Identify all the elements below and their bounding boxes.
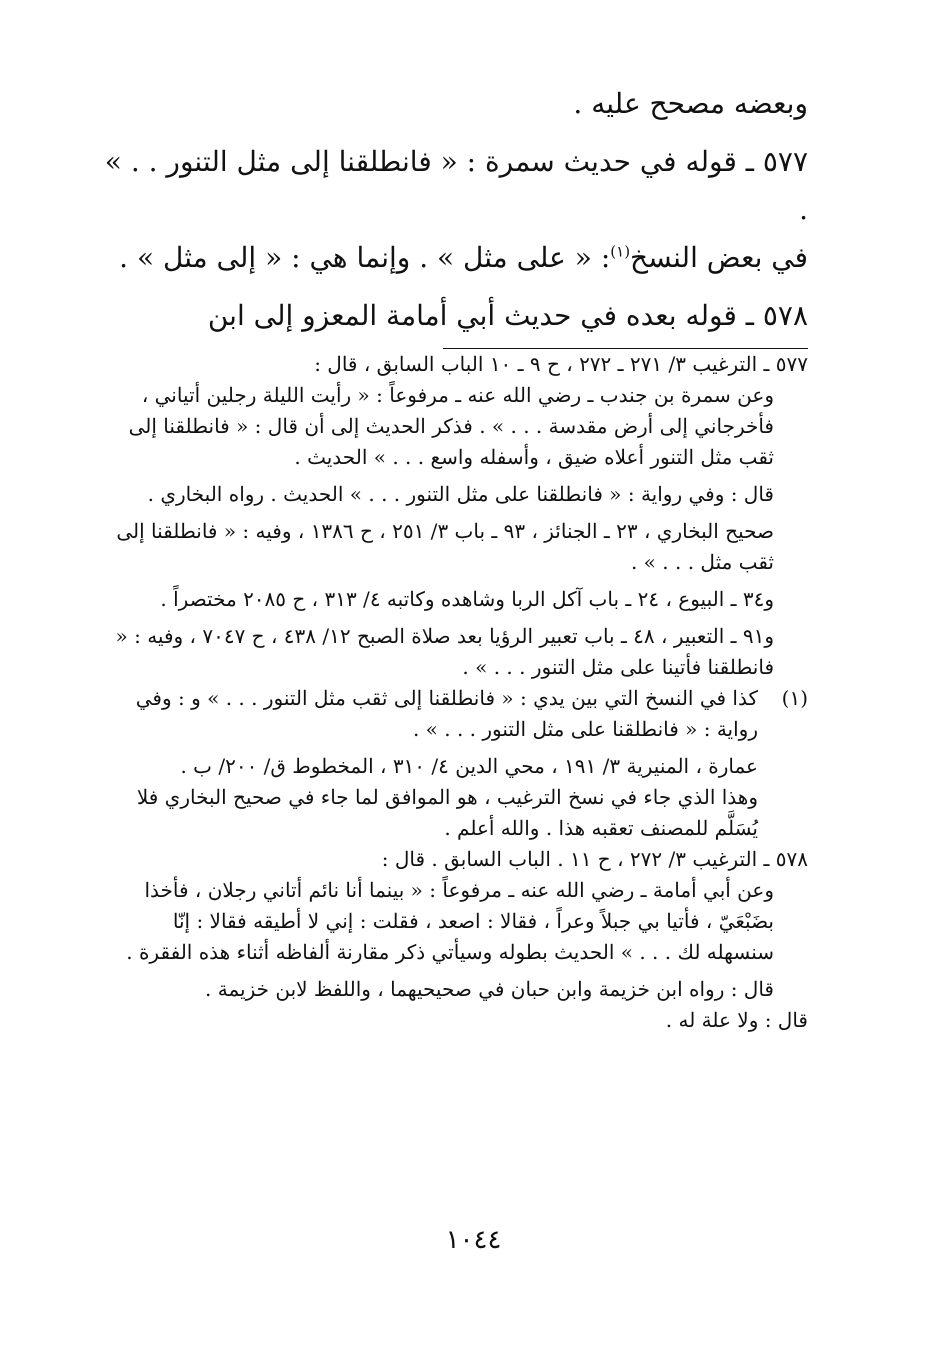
main-note-text xyxy=(100,234,808,282)
footnote-577-para-1: وعن سمرة بن جندب ـ رضي الله عنه ـ مرفوعاً : « رأيت الليلة رجلين أتياني ، فأخرجاني إلى أرض مقدسة . . . » . فذكر الحديث إلى أن قال : « فانطلقنا إلى ثقب مثل التنور أعلاه ضيق ، وأسفله واسع . . . » الحديث . xyxy=(128,383,774,469)
footnote-578-head: ٥٧٨ ـ الترغيب ٣/ ٢٧٢ ، ح ١١ . الباب السابق . قال : xyxy=(381,847,808,871)
main-note-post: : « على مثل » . وإنما هي : « إلى مثل » . xyxy=(119,241,611,274)
footnote-1-para-1: كذا في النسخ التي بين يدي : « فانطلقنا إلى ثقب مثل التنور . . . » و : وفي رواية : « فانطلقنا على مثل التنور . . . » . xyxy=(135,686,758,741)
footnote-577-para-4: و٣٤ ـ البيوع ، ٢٤ ـ باب آكل الربا وشاهده وكاتبه ٤/ ٣١٣ ، ح ٢٠٨٥ مختصراً . xyxy=(160,587,774,611)
footnote-ref-1: (١) xyxy=(610,242,631,261)
footnote-578-para-1: وعن أبي أمامة ـ رضي الله عنه ـ مرفوعاً : « بينما أنا نائم أتاني رجلان ، فأخذا بضَبْعَيّ ، فأتيا بي جبلاً وعراً ، فقالا : اصعد ، فقلت : إني لا أطيقه فقالا : إنّا سنسهله لك . . . » الحديث بطوله وسيأتي ذكر مقارنة ألفاظه أثناء هذه الفقرة . xyxy=(126,878,774,964)
footnote-578-para-3: قال : ولا علة له . xyxy=(665,1008,808,1032)
document-page xyxy=(100,80,808,1320)
footnotes xyxy=(100,349,808,1036)
footnote-1-para-3: وهذا الذي جاء في نسخ الترغيب ، هو الموافق لما جاء في صحيح البخاري فلا يُسَلَّم للمصنف تعقبه هذا . والله أعلم . xyxy=(136,785,758,840)
main-entry-577: ٥٧٧ ـ قوله في حديث سمرة : « فانطلقنا إلى مثل التنور . . » . xyxy=(104,145,808,226)
footnote-1 xyxy=(100,683,808,844)
footnote-1-para-2: عمارة ، المنيرية ٣/ ١٩١ ، محي الدين ٤/ ٣١٠ ، المخطوط ق/ ٢٠٠/ ب . xyxy=(180,754,758,778)
footnote-1-mark: (١) xyxy=(781,686,808,710)
footnote-577-head: ٥٧٧ ـ الترغيب ٣/ ٢٧١ ـ ٢٧٢ ، ح ٩ ـ ١٠ الباب السابق ، قال : xyxy=(314,352,808,376)
main-entry-578: ٥٧٨ ـ قوله بعده في حديث أبي أمامة المعزو إلى ابن xyxy=(207,299,808,332)
page-number: ١٠٤٤ xyxy=(445,1225,502,1255)
main-note-pre: في بعض النسخ xyxy=(630,241,808,274)
footnote-577-para-5: و٩١ ـ التعبير ، ٤٨ ـ باب تعبير الرؤيا بعد صلاة الصبح ١٢/ ٤٣٨ ، ح ٧٠٤٧ ، وفيه : « فانطلقنا فأتينا على مثل التنور . . . » . xyxy=(115,624,774,679)
footnote-578-para-2: قال : رواه ابن خزيمة وابن حبان في صحيحيهما ، واللفظ لابن خزيمة . xyxy=(205,977,774,1001)
footnote-577-para-2: قال : وفي رواية : « فانطلقنا على مثل التنور . . . » الحديث . رواه البخاري . xyxy=(147,482,774,506)
main-text xyxy=(100,80,808,340)
footnote-577-para-3: صحيح البخاري ، ٢٣ ـ الجنائز ، ٩٣ ـ باب ٣/ ٢٥١ ، ح ١٣٨٦ ، وفيه : « فانطلقنا إلى ثقب مثل . . . » . xyxy=(116,519,774,574)
main-line-1: وبعضه مصحح عليه . xyxy=(573,87,808,120)
